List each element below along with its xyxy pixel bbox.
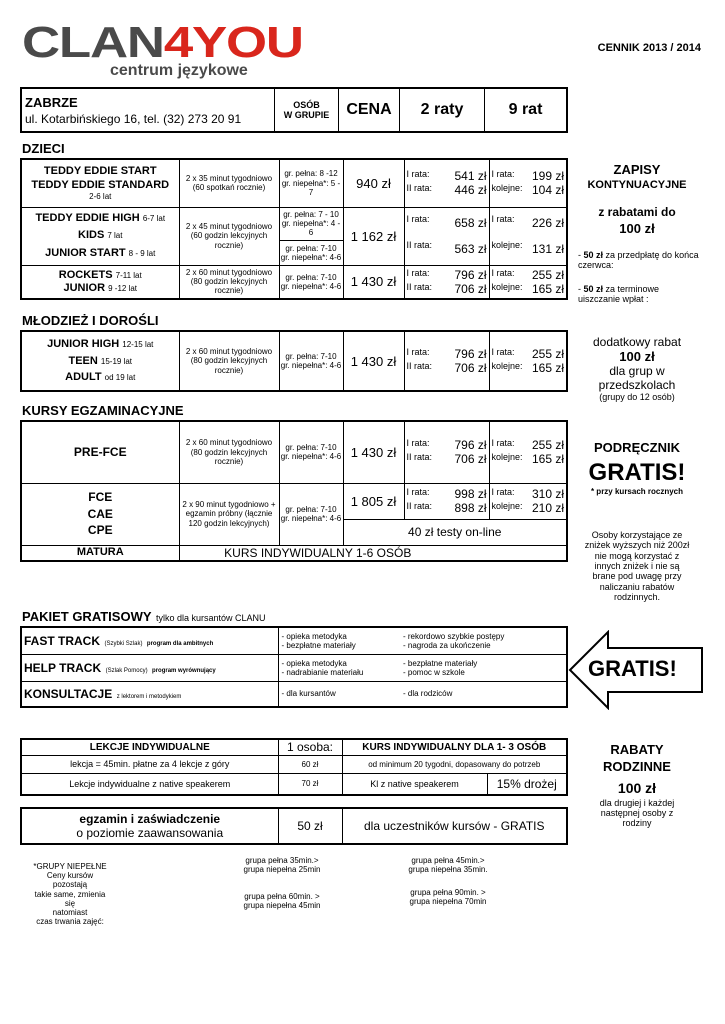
- pakiet-name: KONSULTACJE: [24, 686, 113, 701]
- course-name: CPE: [87, 523, 113, 538]
- table-row: [21, 654, 567, 681]
- osob-label: OSÓB: [293, 100, 320, 110]
- table-row: [21, 627, 567, 654]
- rata-value: 255 zł: [531, 267, 564, 282]
- pakiet-feature: - bezpłatne materiały: [281, 640, 356, 650]
- rata-label: I rata:: [491, 169, 515, 180]
- footnote-line: grupa niepełna 45min: [243, 901, 321, 911]
- raty2-header: 2 raty: [400, 89, 485, 131]
- matura-name: MATURA: [21, 545, 179, 561]
- rata-value: 131 zł: [531, 242, 564, 256]
- table-row: [21, 755, 567, 773]
- dod-desc: dla grup w przedszkolach: [598, 364, 676, 392]
- course-name: JUNIOR: [63, 281, 106, 294]
- rata-label: I rata:: [406, 169, 430, 180]
- course-name: PRE-FCE: [21, 421, 179, 483]
- rata-value: 104 zł: [531, 183, 564, 198]
- course-name: TEDDY EDDIE STANDARD: [31, 178, 170, 191]
- rata-label: kolejne:: [491, 183, 523, 194]
- rata-label: I rata:: [406, 267, 430, 278]
- course-age: od 19 lat: [104, 373, 136, 383]
- rata-label: II rata:: [406, 452, 433, 463]
- footnote-line: grupa niepełna 25min: [243, 865, 321, 875]
- footnote-group: [398, 856, 498, 874]
- price: 1 430 zł: [343, 421, 404, 483]
- group-partial: gr. niepełna*: 4-6: [280, 253, 342, 263]
- rata-value: 706 zł: [454, 361, 487, 375]
- rata-label: II rata:: [406, 240, 433, 250]
- pakiet-bold: program wyrównujący: [152, 667, 216, 674]
- indyw-header: KURS INDYWIDUALNY DLA 1- 3 OSÓB: [342, 739, 567, 755]
- footnote-group: [232, 856, 332, 874]
- logo-subtitle: centrum językowe: [110, 62, 248, 79]
- rata-label: II rata:: [406, 501, 433, 511]
- gratis-arrow-text: GRATIS!: [588, 656, 677, 681]
- sidebar: [574, 162, 700, 236]
- mlodziez-table: [20, 330, 568, 392]
- footnote: [30, 862, 110, 926]
- footnote-line: natomiast: [52, 907, 88, 917]
- rata-label: kolejne:: [491, 361, 523, 371]
- kontynuacyjne-title: KONTYNUACYJNE: [587, 179, 687, 191]
- table-row: [21, 159, 567, 207]
- rata-label: I rata:: [491, 347, 515, 357]
- footnote-line: grupa niepełna 35min.: [408, 865, 488, 875]
- rata-value: 998 zł: [454, 487, 487, 501]
- section-egzaminacyjne: KURSY EGZAMINACYJNE: [22, 403, 184, 418]
- rata-label: I rata:: [406, 487, 430, 497]
- rata-value: 226 zł: [531, 215, 564, 230]
- rata-label: I rata:: [406, 347, 430, 357]
- pakiet-feature: - opieka metodyka: [281, 658, 347, 668]
- indyw-cell: Kl z native speakerem: [342, 773, 487, 795]
- pakiet-feature: - dla kursantów: [278, 681, 403, 707]
- rata-label: kolejne:: [491, 281, 523, 292]
- rabat-amount: 100 zł: [619, 221, 655, 236]
- indyw-price: 70 zł: [278, 773, 342, 795]
- pakiet-feature: - nagroda za ukończenie: [403, 640, 491, 650]
- section-mlodziez: MŁODZIEŻ I DOROŚLI: [22, 313, 159, 328]
- osoby-note: Osoby korzystające ze zniżek wyższych niż 200zł nie mogą korzystać z innych zniżek i nie są brane pod uwagę przy naliczaniu rabatów rodzinnych.: [584, 530, 690, 603]
- footnote-line: Ceny kursów pozostają: [46, 871, 94, 890]
- podrecznik-gratis: GRATIS!: [588, 459, 686, 486]
- rata-value: 255 zł: [531, 347, 564, 361]
- price: 1 805 zł: [343, 483, 404, 519]
- table-row: [21, 545, 567, 561]
- bullet: -: [578, 250, 584, 260]
- table-row: [21, 421, 567, 483]
- group-partial: gr. niepełna*: 4-6: [280, 514, 342, 523]
- rata-label: I rata:: [491, 438, 515, 449]
- raty9-header: 9 rat: [508, 101, 543, 118]
- course-age: 7 lat: [107, 231, 123, 241]
- group-full: gr. pełna: 7-10: [285, 443, 337, 453]
- terminowe-note: [578, 284, 700, 305]
- rata-value: 658 zł: [454, 215, 487, 230]
- footnote-line: grupa pełna 35min.>: [245, 856, 319, 865]
- pakiet-feature: - dla rodziców: [403, 681, 567, 707]
- table-row: [21, 808, 567, 844]
- w-grupie-label: W GRUPIE: [283, 110, 330, 120]
- egzamin-price: 50 zł: [278, 808, 342, 844]
- course-age: 7-11 lat: [115, 270, 142, 280]
- group-full: gr. pełna: 7-10: [285, 272, 337, 282]
- text: za przedpłatę do końca czerwca:: [578, 250, 699, 271]
- indywidualne-table: [20, 738, 568, 796]
- course-age: 12-15 lat: [122, 340, 154, 350]
- pakiet-small: (Szybki Szlak): [104, 640, 143, 647]
- indyw-cell: Lekcje indywidualne z native speakerem: [21, 773, 278, 795]
- price: 940 zł: [343, 159, 404, 207]
- group-partial: gr. niepełna*: 5 - 7: [281, 178, 341, 197]
- footnote-line: grupa niepełna 70min: [409, 897, 487, 907]
- pakiet-feature: - pomoc w szkole: [403, 667, 465, 677]
- group-partial: gr. niepełna*: 4-6: [280, 281, 342, 291]
- course-desc: 2 x 60 minut tygodniowo (80 godzin lekcyjnych rocznie): [179, 331, 279, 391]
- footnote-group: [398, 888, 498, 906]
- pakiet-bold: program dla ambitnych: [146, 640, 214, 647]
- price: 1 162 zł: [343, 207, 404, 265]
- group-full: gr. pełna: 8 -12: [284, 169, 338, 179]
- egzamin-desc: dla uczestników kursów - GRATIS: [342, 808, 567, 844]
- egzamin-line1: egzamin i zaświadczenie: [79, 812, 221, 826]
- indyw-cell: lekcja = 45min. płatne za 4 lekcje z góry: [21, 755, 278, 773]
- rata-label: II rata:: [406, 183, 433, 194]
- course-name: TEDDY EDDIE HIGH: [35, 211, 140, 224]
- pakiet-table: [20, 626, 568, 708]
- rata-value: 165 zł: [531, 452, 564, 467]
- course-age: 8 - 9 lat: [128, 248, 156, 258]
- course-age: 15-19 lat: [100, 356, 133, 366]
- rata-value: 255 zł: [531, 438, 564, 453]
- dodatkowy-rabat: [574, 335, 700, 402]
- egzamin-line2: o poziomie zaawansowania: [76, 826, 224, 840]
- rata-value: 310 zł: [531, 487, 564, 501]
- course-name: JUNIOR START: [45, 246, 126, 259]
- rata-value: 165 zł: [531, 281, 564, 296]
- course-name: TEEN: [68, 354, 98, 367]
- podrecznik: [574, 440, 700, 496]
- section-dzieci: DZIECI: [22, 141, 65, 156]
- dod-note: (grupy do 12 osób): [599, 392, 675, 402]
- footnote-line: grupa pełna 45min.>: [411, 856, 485, 865]
- bullet: -: [578, 284, 584, 294]
- table-row: [21, 739, 567, 755]
- footnote-group: [232, 892, 332, 910]
- amount: 50 zł: [583, 250, 604, 260]
- rata-value: 199 zł: [531, 169, 564, 184]
- group-full: gr. pełna: 7 - 10: [283, 209, 339, 219]
- group-partial: gr. niepełna*: 4 - 6: [281, 218, 341, 237]
- pakiet-small: z lektorem i metodykiem: [116, 693, 182, 700]
- indyw-cell: 15% drożej: [487, 773, 567, 795]
- course-name: ROCKETS: [58, 268, 113, 281]
- footnote-line: grupa pełna 60min. >: [244, 892, 320, 901]
- group-full: gr. pełna: 7-10: [285, 504, 337, 514]
- rata-value: 706 zł: [454, 452, 487, 467]
- table-row: [21, 265, 567, 299]
- course-name: FCE: [88, 489, 113, 504]
- testy-online: 40 zł testy on-line: [343, 519, 567, 545]
- rata-value: 898 zł: [454, 501, 487, 515]
- pakiet-feature: - bezpłatne materiały: [403, 658, 478, 668]
- pakiet-feature: - rekordowo szybkie postępy: [403, 631, 505, 641]
- matura-desc: KURS INDYWIDUALNY 1-6 OSÓB: [179, 545, 567, 561]
- rata-label: kolejne:: [491, 240, 523, 250]
- pakiet-subtitle: tylko dla kursantów CLANU: [155, 613, 266, 623]
- course-name: TEDDY EDDIE START: [43, 165, 157, 178]
- dod-amount: 100 zł: [619, 349, 655, 364]
- course-desc: 2 x 35 minut tygodniowo (60 spotkań rocznie): [179, 159, 279, 207]
- logo-brand-b: 4YOU: [163, 18, 303, 67]
- city: ZABRZE: [25, 94, 78, 110]
- rata-value: 446 zł: [454, 183, 487, 198]
- rodzinne-title: RODZINNE: [603, 759, 671, 774]
- rodzinne-amount: 100 zł: [617, 780, 657, 796]
- pakiet-feature: - opieka metodyka: [281, 631, 347, 641]
- rata-value: 706 zł: [454, 281, 487, 296]
- pakiet-small: (Szlak Pomocy): [105, 667, 148, 674]
- footnote-line: czas trwania zajęć:: [36, 917, 104, 927]
- rata-value: 563 zł: [454, 242, 487, 256]
- pakiet-title: PAKIET GRATISOWY: [22, 609, 152, 624]
- rata-label: II rata:: [406, 281, 433, 292]
- indyw-cell: od minimum 20 tygodni, dopasowany do potrzeb: [342, 755, 567, 773]
- egzamin-table: [20, 420, 568, 562]
- pakiet-feature: - nadrabianie materiału: [281, 667, 364, 677]
- rata-label: II rata:: [406, 361, 433, 371]
- rata-label: I rata:: [406, 438, 430, 449]
- table-row: [21, 483, 567, 519]
- course-desc: 2 x 90 minut tygodniowo + egzamin próbny (łącznie 120 godzin lekcyjnych): [179, 483, 279, 545]
- course-age: 6-7 lat: [142, 213, 166, 223]
- indyw-header: 1 osoba:: [278, 739, 342, 755]
- table-row: [21, 331, 567, 391]
- address: ul. Kotarbińskiego 16, tel. (32) 273 20 91: [25, 111, 242, 126]
- cennik-title: CENNIK 2013 / 2014: [597, 42, 701, 54]
- rabaty-title: RABATY: [610, 742, 664, 757]
- rata-label: kolejne:: [491, 452, 523, 463]
- group-full: gr. pełna: 7-10: [280, 240, 343, 253]
- pakiet-name: FAST TRACK: [24, 633, 100, 648]
- course-desc: 2 x 60 minut tygodniowo (80 godzin lekcyjnych rocznie): [179, 265, 279, 299]
- pakiet-name: HELP TRACK: [24, 660, 102, 675]
- course-name: KIDS: [78, 229, 105, 242]
- course-age: 2-6 lat: [89, 191, 112, 201]
- rabaty-rodzinne: [574, 742, 700, 828]
- course-name: CAE: [87, 506, 113, 521]
- rata-label: I rata:: [406, 213, 430, 224]
- indyw-price: 60 zł: [278, 755, 342, 773]
- pakiet-heading: [22, 608, 266, 626]
- table-row: [21, 681, 567, 707]
- indyw-header: LEKCJE INDYWIDUALNE: [21, 739, 278, 755]
- przedplata-note: [578, 250, 700, 271]
- logo: [22, 18, 303, 68]
- group-partial: gr. niepełna*: 4-6: [280, 361, 342, 370]
- table-row: [21, 773, 567, 795]
- footnote-line: takie same, zmienia się: [34, 889, 106, 908]
- table-row: [21, 207, 567, 265]
- course-desc: 2 x 60 minut tygodniowo (80 godzin lekcyjnych rocznie): [179, 421, 279, 483]
- egzamin-zaswiadczenie-table: [20, 807, 568, 845]
- dzieci-table: [20, 158, 568, 300]
- rata-value: 210 zł: [531, 501, 564, 515]
- group-partial: gr. niepełna*: 4-6: [280, 452, 342, 462]
- rata-label: I rata:: [491, 267, 515, 278]
- footnote-line: *GRUPY NIEPEŁNE: [33, 862, 107, 871]
- course-name: JUNIOR HIGH: [47, 338, 120, 351]
- header-box: [20, 87, 568, 133]
- rabat-title: z rabatami do: [598, 205, 676, 219]
- rata-label: kolejne:: [491, 501, 523, 511]
- course-age: 9 -12 lat: [108, 283, 138, 293]
- dod-title: dodatkowy rabat: [592, 335, 682, 349]
- course-desc: 2 x 45 minut tygodniowo (60 godzin lekcyjnych rocznie): [179, 207, 279, 265]
- podrecznik-title: PODRĘCZNIK: [594, 440, 680, 455]
- price: 1 430 zł: [343, 331, 404, 391]
- footnote-line: grupa pełna 90min. >: [410, 888, 486, 897]
- text: za terminowe uiszczanie wpłat :: [578, 284, 660, 305]
- rata-value: 796 zł: [454, 438, 487, 453]
- cena-header: CENA: [339, 89, 400, 131]
- course-name: ADULT: [65, 371, 102, 384]
- rata-value: 796 zł: [454, 347, 487, 361]
- price: 1 430 zł: [343, 265, 404, 299]
- podrecznik-note: * przy kursach rocznych: [590, 487, 684, 496]
- logo-brand-a: CLAN: [22, 18, 164, 67]
- rata-value: 165 zł: [531, 361, 564, 375]
- rata-value: 541 zł: [454, 169, 487, 184]
- rata-value: 796 zł: [454, 267, 487, 282]
- group-full: gr. pełna: 7-10: [285, 351, 337, 361]
- rodzinne-desc: dla drugiej i każdej następnej osoby z rodziny: [599, 798, 675, 828]
- amount: 50 zł: [583, 284, 604, 294]
- rata-label: I rata:: [491, 487, 515, 497]
- rata-label: I rata:: [491, 213, 515, 224]
- zapisy-title: ZAPISY: [613, 162, 661, 177]
